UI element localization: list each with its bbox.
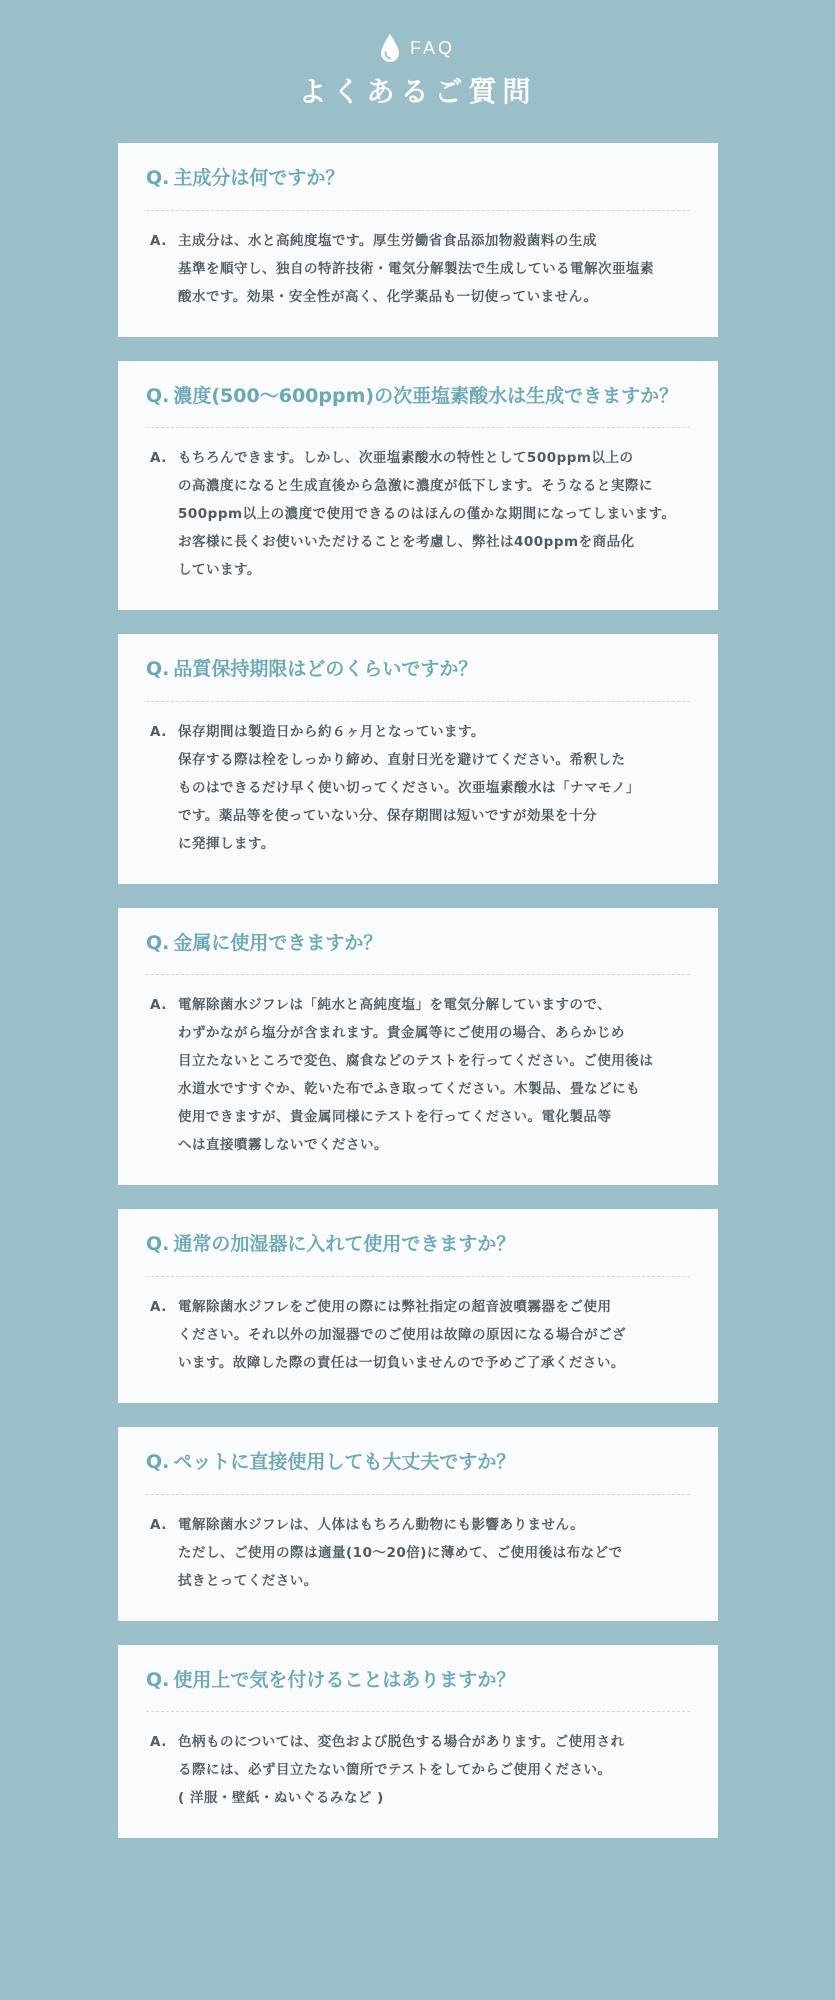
answer-line: 色柄ものについては、変色および脱色する場合があります。ご使用され [178, 1734, 625, 1751]
faq-item [118, 634, 718, 884]
answer-line: る際には、必ず目立たない箇所でテストをしてからご使用ください。 [178, 1762, 612, 1779]
question-text: 使用上で気を付けることはありますか？ [173, 1668, 516, 1691]
question-text: 金属に使用できますか？ [173, 931, 383, 954]
question-text: ペットに直接使用しても大丈夫ですか？ [173, 1450, 516, 1473]
answer-line: 拭きとってください。 [178, 1572, 318, 1589]
faq-question [146, 1231, 690, 1277]
answer-line: 使用できますが、貴金属同様にテストを行ってください。電化製品等 [178, 1109, 612, 1126]
question-text: 通常の加湿器に入れて使用できますか？ [173, 1233, 516, 1256]
answer-line: に発揮します。 [178, 835, 275, 852]
answer-mark: A. [150, 997, 167, 1014]
faq-question [146, 165, 690, 211]
answer-mark: A. [150, 1516, 167, 1533]
answer-text [178, 227, 690, 311]
faq-item [118, 1209, 718, 1403]
question-mark: Q. [146, 1668, 170, 1691]
faq-question [146, 1667, 690, 1713]
faq-answer [146, 227, 690, 311]
faq-answer [146, 1293, 690, 1377]
answer-line: 保存する際は栓をしっかり締め、直射日光を避けてください。希釈した [178, 751, 626, 768]
faq-item [118, 143, 718, 337]
answer-line: お客様に長くお使いいただけることを考慮し、弊社は400ppmを商品化 [178, 534, 635, 551]
question-mark: Q. [146, 167, 170, 189]
answer-line: しています。 [178, 562, 261, 579]
faq-item [118, 1645, 718, 1839]
faq-question [146, 930, 690, 976]
water-drop-icon [380, 33, 400, 63]
faq-eyebrow-row [0, 30, 835, 66]
faq-eyebrow: FAQ [409, 37, 455, 58]
faq-item [118, 1427, 718, 1621]
answer-line: 酸水です。効果・安全性が高く、化学薬品も一切使っていません。 [178, 288, 598, 305]
question-text: 品質保持期限はどのくらいですか？ [173, 658, 478, 681]
answer-line: います。故障した際の責任は一切負いませんので予めご了承ください。 [178, 1354, 625, 1371]
question-mark: Q. [146, 658, 170, 681]
answer-text [178, 444, 690, 584]
question-mark: Q. [146, 1450, 170, 1473]
answer-mark: A. [150, 450, 167, 467]
answer-line: 500ppm以上の濃度で使用できるのはほんの僅かな期間になってしまいます。 [178, 506, 676, 523]
answer-mark: A. [150, 723, 167, 740]
faq-item [118, 908, 718, 1186]
answer-text [178, 991, 690, 1159]
answer-line: わずかながら塩分が含まれます。貴金属等にご使用の場合、あらかじめ [178, 1025, 625, 1042]
answer-line: へは直接噴霧しないでください。 [178, 1137, 388, 1154]
answer-line: 電解除菌水ジフレは、人体はもちろん動物にも影響ありません。 [178, 1516, 585, 1533]
faq-answer [146, 444, 690, 584]
faq-list [118, 143, 718, 1862]
answer-mark: A. [150, 1734, 167, 1751]
answer-line: 目立たないところで変色、腐食などのテストを行ってください。ご使用後は [178, 1053, 654, 1070]
faq-item [118, 361, 718, 611]
answer-line: 電解除菌水ジフレは「純水と高純度塩」を電気分解していますので、 [178, 997, 612, 1014]
answer-line: ものはできるだけ早く使い切ってください。次亜塩素酸水は「ナマモノ」 [178, 779, 640, 796]
answer-mark: A. [150, 232, 167, 249]
question-mark: Q. [146, 931, 170, 954]
question-mark: Q. [146, 1233, 170, 1256]
faq-question [146, 656, 690, 702]
answer-line: の高濃度になると生成直後から急激に濃度が低下します。そうなると実際に [178, 478, 653, 495]
answer-line: 主成分は、水と高純度塩です。厚生労働省食品添加物殺菌料の生成 [178, 232, 597, 249]
faq-question [146, 1449, 690, 1495]
faq-answer [146, 991, 690, 1159]
page-title: よくあるご質問 [298, 75, 537, 108]
faq-answer [146, 1511, 690, 1595]
answer-text [178, 1728, 690, 1812]
answer-line: ください。それ以外の加湿器でのご使用は故障の原因になる場合がござ [178, 1326, 626, 1343]
faq-question [146, 383, 690, 429]
answer-mark: A. [150, 1298, 167, 1315]
answer-text [178, 718, 690, 858]
answer-line: もちろんできます。しかし、次亜塩素酸水の特性として500ppm以上の [178, 450, 634, 467]
answer-line: 水道水ですすぐか、乾いた布でふき取ってください。木製品、畳などにも [178, 1081, 641, 1098]
question-mark: Q. [146, 384, 170, 407]
answer-text [178, 1293, 690, 1377]
answer-line: 基準を順守し、独自の特許技術・電気分解製法で生成している電解次亜塩素 [178, 260, 654, 277]
answer-line: です。薬品等を使っていない分、保存期間は短いですが効果を十分 [178, 807, 597, 824]
faq-answer [146, 718, 690, 858]
answer-line: 保存期間は製造日から約６ヶ月となっています。 [178, 723, 485, 740]
faq-header [0, 30, 835, 110]
faq-answer [146, 1728, 690, 1812]
question-text: 濃度(500〜600ppm)の次亜塩素酸水は生成できますか？ [173, 384, 679, 407]
answer-text [178, 1511, 690, 1595]
answer-line: ( 洋服・壁紙・ぬいぐるみなど ) [178, 1790, 384, 1807]
answer-line: 電解除菌水ジフレをご使用の際には弊社指定の超音波噴霧器をご使用 [178, 1298, 612, 1315]
answer-line: ただし、ご使用の際は適量(10〜20倍)に薄めて、ご使用後は布などで [178, 1544, 623, 1561]
question-text: 主成分は何ですか？ [173, 167, 345, 189]
